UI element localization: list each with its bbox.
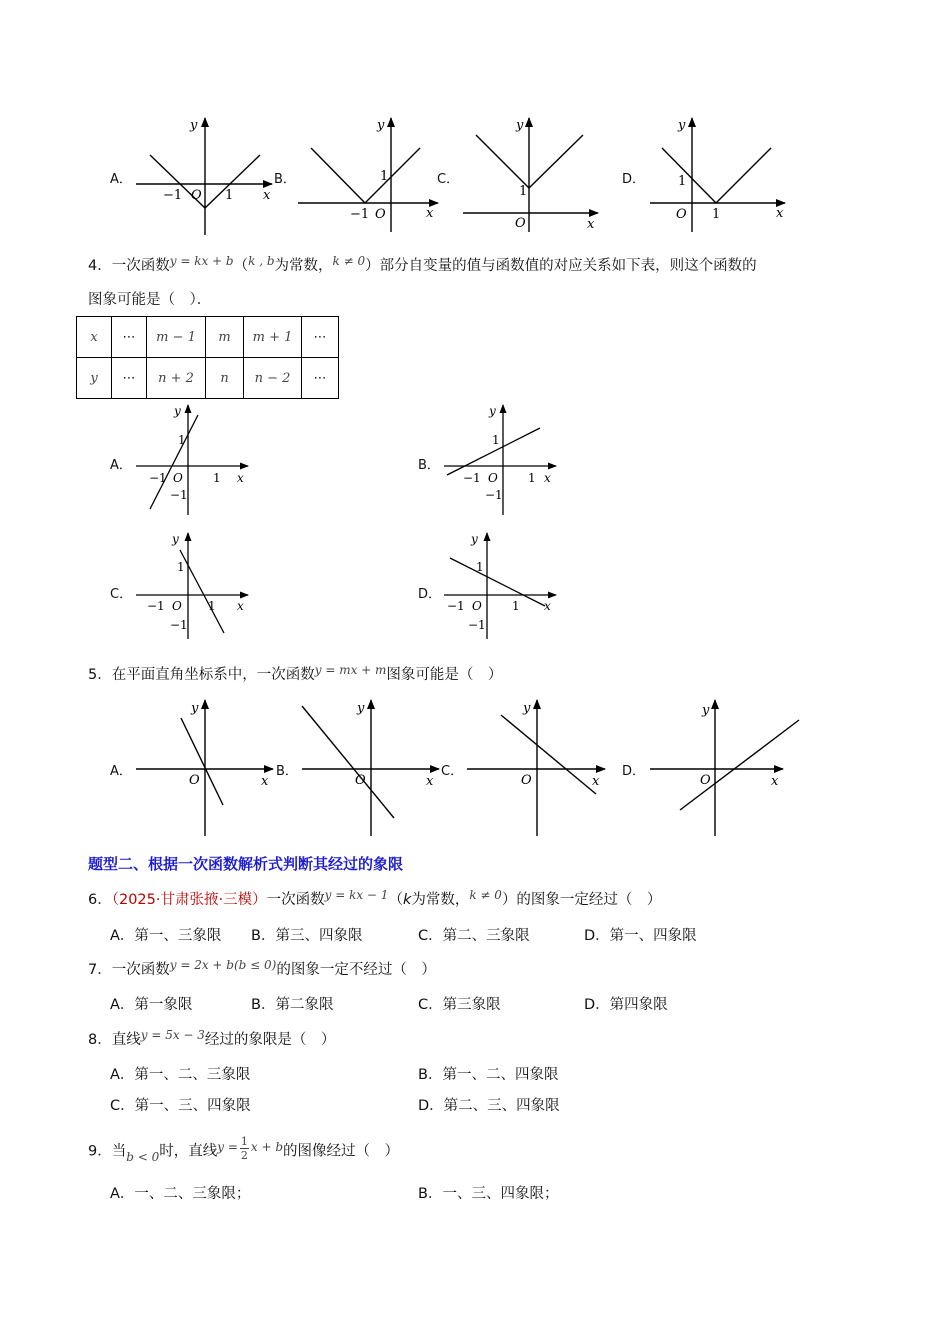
- q7-choice-d[interactable]: D．第四象限: [584, 997, 668, 1013]
- q5-option-label-c: C．: [441, 764, 464, 779]
- q8-choice-c[interactable]: C．第一、三、四象限: [110, 1098, 251, 1114]
- q9-choice-a[interactable]: A．一、二、三象限；: [110, 1186, 251, 1202]
- q3b-tick-neg1: −1: [350, 207, 370, 222]
- q5a-x-label: x: [261, 774, 269, 789]
- q6-formula: y = kx − 1: [324, 888, 389, 902]
- q4c-tick-1-x: 1: [208, 599, 216, 613]
- q4-option-label-a: A．: [110, 458, 132, 473]
- q4-option-label-b: B．: [418, 458, 440, 473]
- q5-option-label-d: D．: [622, 764, 646, 779]
- q6-condition: k ≠ 0: [469, 888, 502, 902]
- q5d-x-label: x: [771, 774, 779, 789]
- q9-formula-post: x + b: [250, 1139, 284, 1154]
- q3b-tick-1: 1: [380, 169, 389, 184]
- q6-choice-a[interactable]: A．第一、三象限: [110, 928, 222, 944]
- q4d-tick-neg1-x: −1: [447, 599, 465, 613]
- q5-formula: y = mx + m: [314, 663, 387, 677]
- q4-graphs: [0, 395, 950, 645]
- q4-params: k , b: [248, 254, 275, 268]
- q4d-tick-1-y: 1: [476, 560, 484, 574]
- q3a-y-label: y: [190, 118, 198, 133]
- q3a-tick-1: 1: [225, 188, 234, 203]
- q5c-x-label: x: [592, 774, 600, 789]
- q4d-x-label: x: [544, 599, 551, 613]
- q6-choice-c[interactable]: C．第二、三象限: [418, 928, 530, 944]
- table-cell: x: [77, 317, 112, 358]
- option-label-a: A．: [110, 172, 132, 187]
- q4b-x-label: x: [544, 471, 551, 485]
- q5-stem: 5．在平面直角坐标系中，一次函数$^{y = mx + m}$图象可能是（ ）: [88, 663, 503, 683]
- q5d-y-label: y: [702, 703, 710, 718]
- q5c-origin: O: [521, 773, 532, 788]
- q4-graph-a: [136, 405, 248, 515]
- q5-option-label-b: B．: [276, 764, 298, 779]
- table-cell: n − 2: [244, 358, 302, 399]
- q9-choice-b[interactable]: B．一、三、四象限；: [418, 1186, 559, 1202]
- q4-option-label-d: D．: [418, 587, 442, 602]
- table-cell: ⋯: [112, 317, 147, 358]
- q4c-y-label: y: [172, 532, 179, 546]
- q3a-x-label: x: [263, 188, 271, 203]
- q9-formula-pre: y =: [217, 1139, 238, 1154]
- table-row: [77, 358, 339, 399]
- q4d-tick-1-x: 1: [512, 599, 520, 613]
- q3c-tick-1: 1: [519, 184, 528, 199]
- q3c-x-label: x: [587, 217, 595, 232]
- q7-formula: y = 2x + b(b ≤ 0): [169, 958, 277, 972]
- q3a-origin: O: [191, 188, 202, 203]
- q4c-tick-neg1-x: −1: [147, 599, 165, 613]
- q5-graph-c: [467, 700, 605, 836]
- table-cell: m + 1: [244, 317, 302, 358]
- table-cell: n + 2: [147, 358, 206, 399]
- q4-graph-d: [444, 533, 556, 639]
- q4c-x-label: x: [237, 599, 244, 613]
- q5b-y-label: y: [357, 701, 365, 716]
- q5a-y-label: y: [191, 701, 199, 716]
- q4-stem-line2: 图象可能是（ ）．: [88, 292, 212, 308]
- q5-option-label-a: A．: [110, 764, 132, 779]
- q4b-tick-neg1-x: −1: [463, 471, 481, 485]
- q5c-y-label: y: [523, 701, 531, 716]
- table-cell: ⋯: [112, 358, 147, 399]
- q5-graph-b: [302, 700, 439, 836]
- q4b-tick-1-y: 1: [492, 433, 500, 447]
- q3c-origin: O: [515, 216, 526, 231]
- q4d-tick-neg1-y: −1: [468, 618, 486, 632]
- table-cell: m − 1: [147, 317, 206, 358]
- q5-graph-d: [650, 700, 799, 836]
- q5a-origin: O: [189, 773, 200, 788]
- q3b-origin: O: [375, 207, 386, 222]
- q4b-tick-neg1-y: −1: [485, 488, 503, 502]
- q9-stem: 9．当$_{b < 0}$时，直线$^{y =}$ $\frac{1}{2}$ $^{x + b}$的图像经过（ ）: [88, 1135, 400, 1164]
- q3d-x-label: x: [776, 206, 784, 221]
- q6-choice-d[interactable]: D．第一、四象限: [584, 928, 697, 944]
- section-title: 题型二、根据一次函数解析式判断其经过的象限: [88, 855, 404, 873]
- q4c-origin: O: [172, 599, 182, 613]
- option-label-d: D．: [622, 172, 646, 187]
- table-cell: n: [206, 358, 244, 399]
- q4c-tick-1-y: 1: [177, 560, 185, 574]
- q8-stem: 8．直线$^{y = 5x - 3}$经过的象限是（ ）: [88, 1028, 336, 1048]
- option-label-c: C．: [437, 172, 460, 187]
- q3b-y-label: y: [377, 118, 385, 133]
- table-row: [77, 317, 339, 358]
- q8-formula: y = 5x − 3: [140, 1028, 205, 1042]
- q7-choice-b[interactable]: B．第二象限: [251, 997, 334, 1013]
- q4-option-label-c: C．: [110, 587, 133, 602]
- q9-condition: b < 0: [126, 1149, 160, 1164]
- q5b-origin: O: [355, 773, 366, 788]
- q3c-y-label: y: [516, 118, 524, 133]
- q9-fraction: $\frac{1}{2}$: [240, 1135, 248, 1162]
- q4a-x-label: x: [237, 471, 244, 485]
- q8-choice-a[interactable]: A．第一、二、三象限: [110, 1067, 251, 1083]
- q5d-origin: O: [700, 773, 711, 788]
- q6-stem: 6．（2025·甘肃张掖·三模）一次函数$^{y = kx - 1}$（k为常数，$^{k \ne 0}$）的图象一定经过（ ）: [88, 888, 662, 908]
- q3-graph-a: [136, 118, 272, 235]
- q3-graphs: [0, 0, 950, 250]
- q4-formula: y = kx + b: [169, 254, 234, 268]
- table-cell: y: [77, 358, 112, 399]
- option-label-b: B．: [274, 172, 296, 187]
- q6-choice-b[interactable]: B．第三、四象限: [251, 928, 363, 944]
- q4-condition: k ≠ 0: [332, 254, 366, 268]
- q3-graph-c: [463, 118, 598, 232]
- q4b-y-label: y: [489, 404, 496, 418]
- q3d-y-label: y: [678, 118, 686, 133]
- q4a-origin: O: [173, 471, 183, 485]
- q6-source: （2025·甘肃张掖·三模）: [111, 892, 267, 908]
- q8-choice-d[interactable]: D．第二、三、四象限: [418, 1098, 560, 1114]
- q5b-x-label: x: [426, 774, 434, 789]
- q4a-tick-1-y: 1: [178, 433, 186, 447]
- q3a-tick-neg1: −1: [163, 188, 183, 203]
- q4a-y-label: y: [174, 404, 181, 418]
- q3b-x-label: x: [426, 206, 434, 221]
- q8-choice-b[interactable]: B．第一、二、四象限: [418, 1067, 559, 1083]
- q4a-tick-1-x: 1: [213, 471, 221, 485]
- q4b-tick-1-x: 1: [528, 471, 536, 485]
- q3d-tick-1-x: 1: [712, 207, 721, 222]
- q5-graphs: [0, 690, 950, 850]
- q4a-tick-neg1-y: −1: [170, 488, 188, 502]
- table-cell: ⋯: [302, 358, 339, 399]
- q3d-origin: O: [676, 207, 687, 222]
- q4a-tick-neg1-x: −1: [149, 471, 167, 485]
- q7-choice-a[interactable]: A．第一象限: [110, 997, 193, 1013]
- q4-graph-c: [136, 533, 248, 639]
- q7-choice-c[interactable]: C．第三象限: [418, 997, 501, 1013]
- q4-value-table: [76, 316, 339, 399]
- table-cell: m: [206, 317, 244, 358]
- q4c-tick-neg1-y: −1: [170, 618, 188, 632]
- table-cell: ⋯: [302, 317, 339, 358]
- q4b-origin: O: [488, 471, 498, 485]
- q3d-tick-1-y: 1: [678, 174, 687, 189]
- q4d-origin: O: [472, 599, 482, 613]
- q7-stem: 7．一次函数$^{y = 2x + b(b \le 0)}$的图象一定不经过（ ）: [88, 958, 436, 978]
- q4d-y-label: y: [471, 532, 478, 546]
- q4-stem-line1: 4．一次函数$^{y = kx + b}$（$^{k , b}$为常数，$^{k \ne 0}$）部分自变量的值与函数值的对应关系如下表，则这个函数的: [88, 254, 757, 274]
- q5-graph-a: [136, 700, 273, 836]
